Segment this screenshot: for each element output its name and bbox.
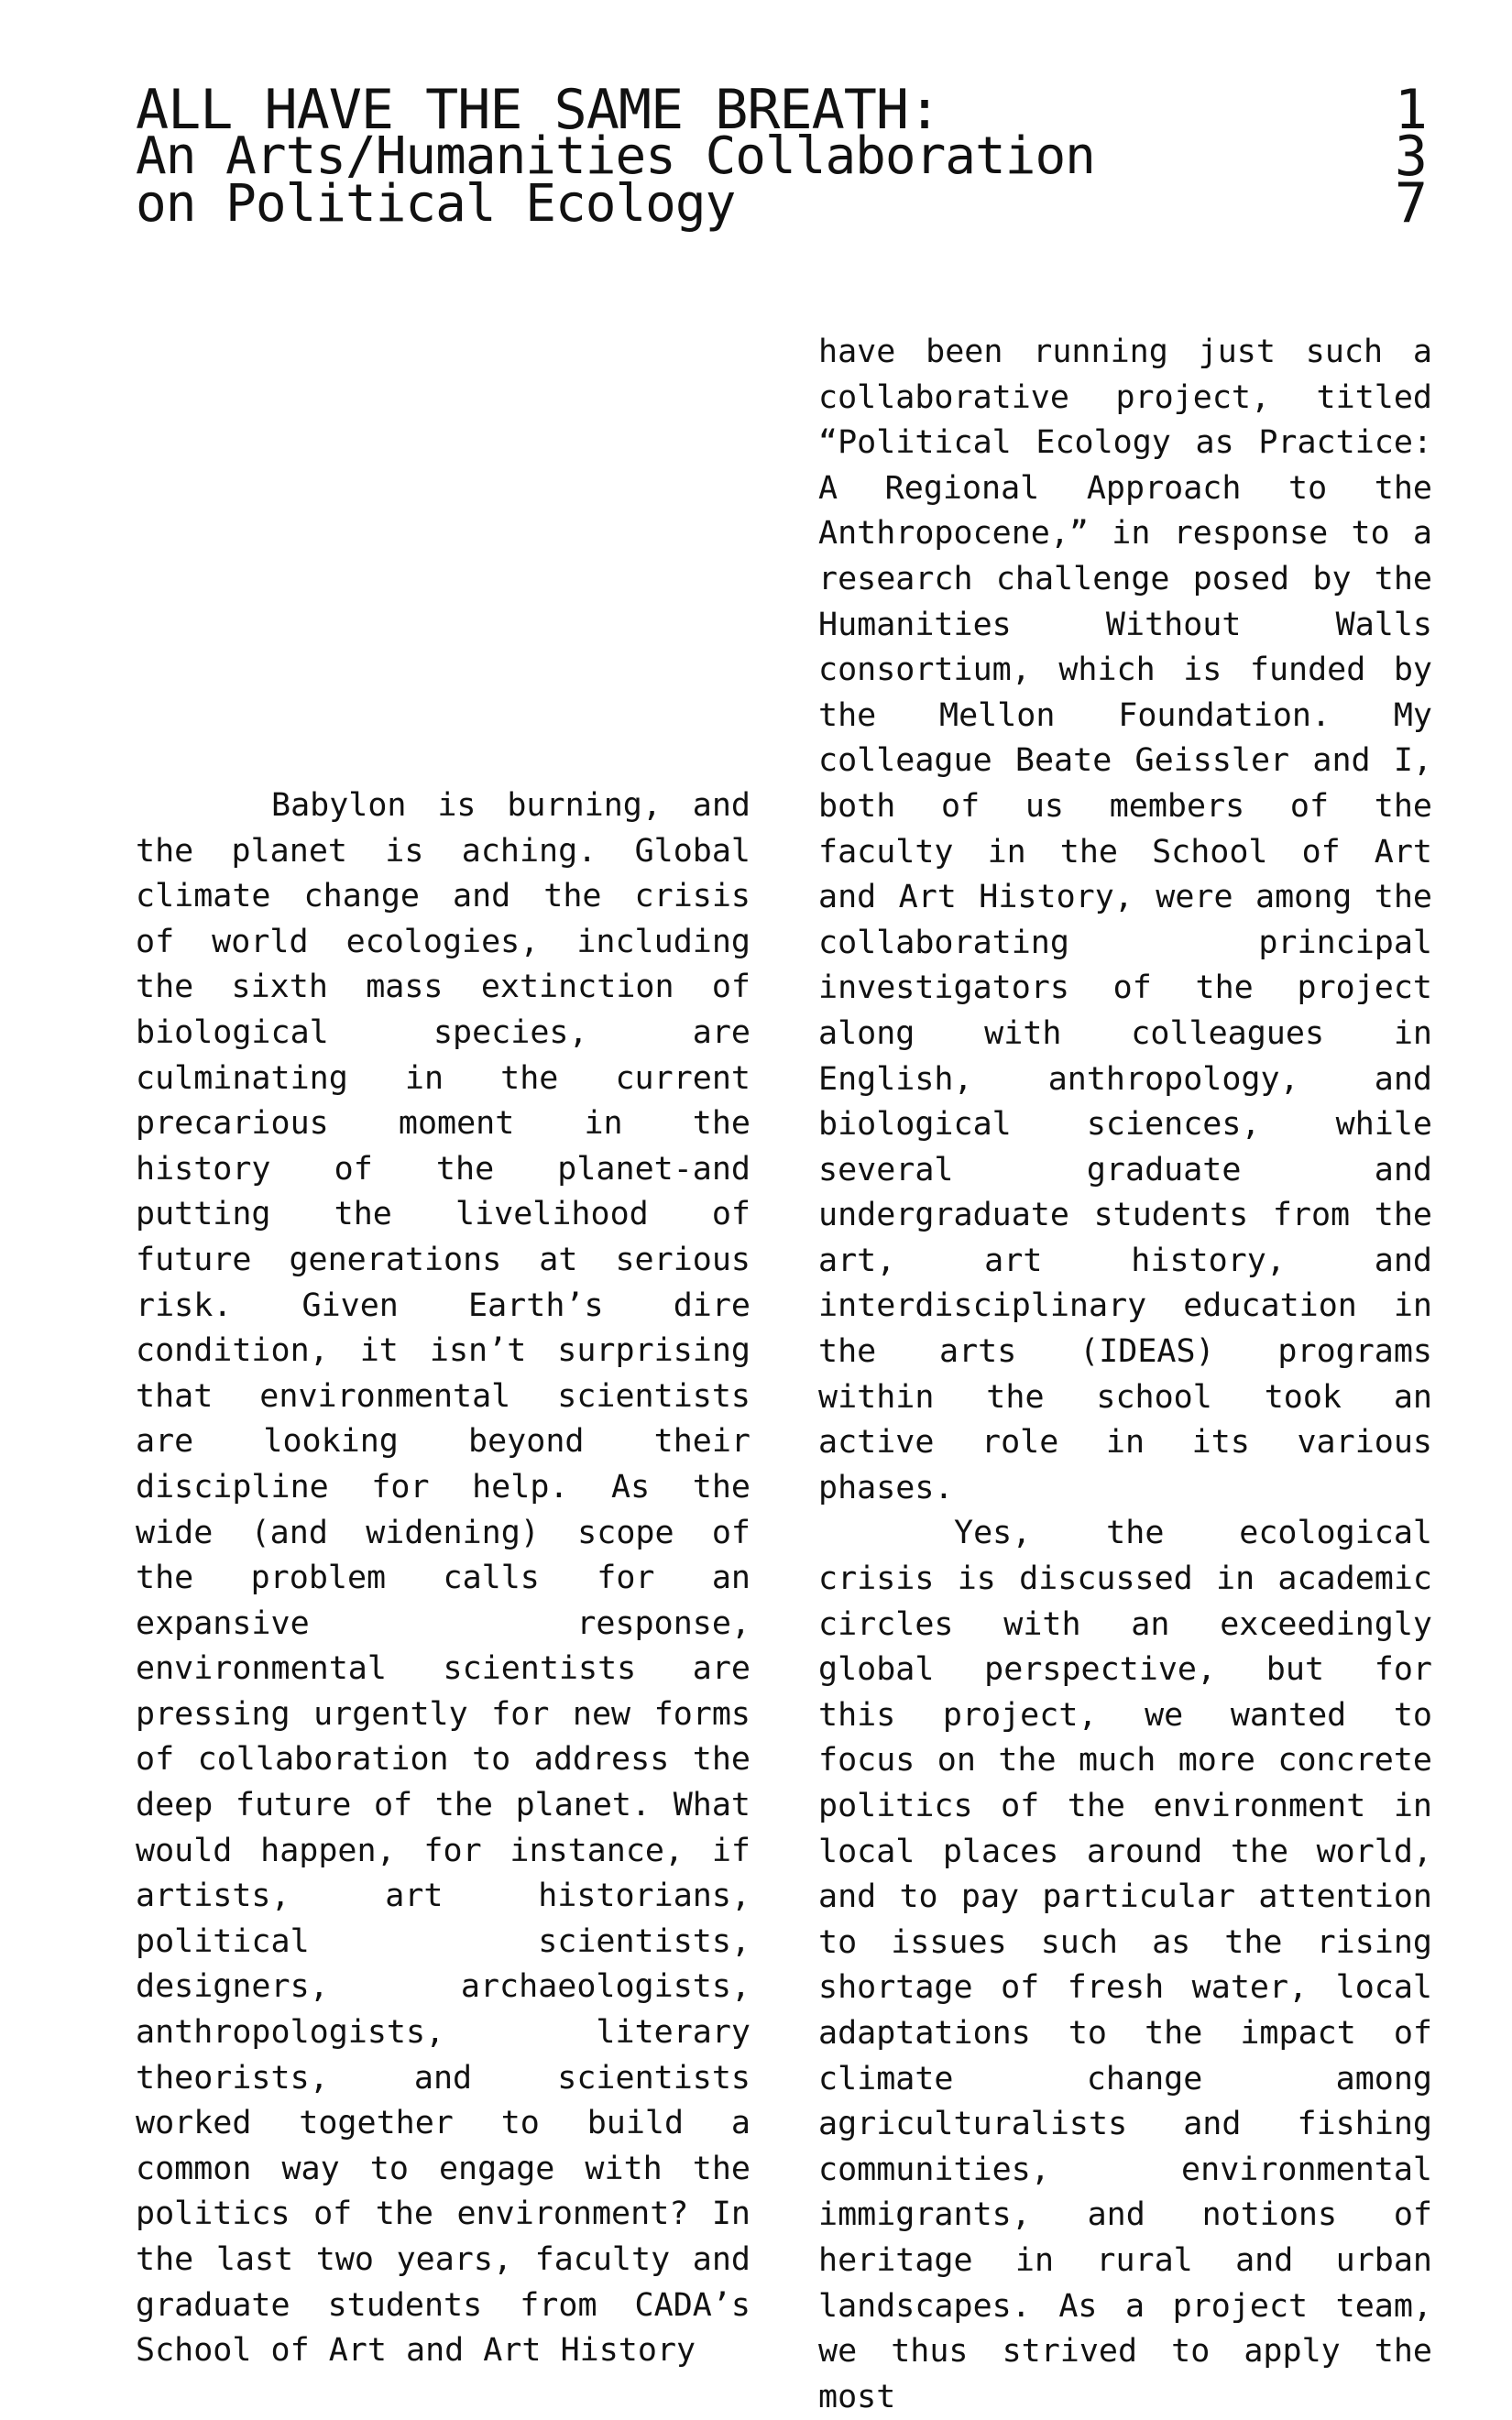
body-paragraph: Yes, the ecological crisis is discussed in academic circles with an exceedingly global perspective, but for this project, we wanted to focus on the much more concrete politics of the environment in local places around the world, and to pay particular attention to issues such as the rising shortage of fresh water, local adaptations to the impact of climate change among agriculturalists and fishing communities, environmental immigrants, and notions of heritage in rural and urban landscapes. As a project team, we thus strived to apply the most <box>818 1515 1432 2415</box>
article-title: ALL HAVE THE SAME BREATH: <box>136 78 941 142</box>
article-subtitle-line-2: on Political Ecology <box>136 174 736 234</box>
page-number-digit: 7 <box>1394 171 1428 235</box>
article-header <box>136 78 1428 235</box>
page-number-digit: 1 <box>1394 78 1428 142</box>
page-number <box>1382 78 1428 235</box>
page-number-digit: 3 <box>1394 125 1428 189</box>
article-subtitle-line-1: An Arts/Humanities Collaboration <box>136 126 1095 186</box>
body-paragraph: have been running just such a collaborative project, titled “Political Ecology as Practice: A Regional Approach to the Anthropocene,” in response to a research challenge posed by the Humanities Without Walls consortium, which is funded by the Mellon Foundation. My colleague Beate Geissler and I, both of us members of the faculty in the School of Art and Art History, were among the collaborating principal investigators of the project along with colleagues in English, anthropology, and biological sciences, while several graduate and undergraduate students from the art, art history, and interdisciplinary education in the arts (IDEAS) programs within the school took an active role in its various phases. <box>818 334 1432 1506</box>
body-paragraph: Babylon is burning, and the planet is aching. Global climate change and the crisis of world ecologies, including the sixth mass extinction of biological species, are culminating in the current precarious moment in the history of the planet-and putting the livelihood of future generations at serious risk. Given Earth’s dire condition, it isn’t surprising that environmental scientists are looking beyond their discipline for help. As the wide (and widening) scope of the problem calls for an expansive response, environmental scientists are pressing urgently for new forms of collaboration to address the deep future of the planet. What would happen, for instance, if artists, art historians, political scientists, designers, archaeologists, anthropologists, literary theorists, and scientists worked together to build a common way to engage with the politics of the environment? In the last two years, faculty and graduate students from CADA’s School of Art and Art History <box>136 787 751 2370</box>
right-text-column <box>818 330 1432 2420</box>
left-text-column <box>136 783 751 2374</box>
